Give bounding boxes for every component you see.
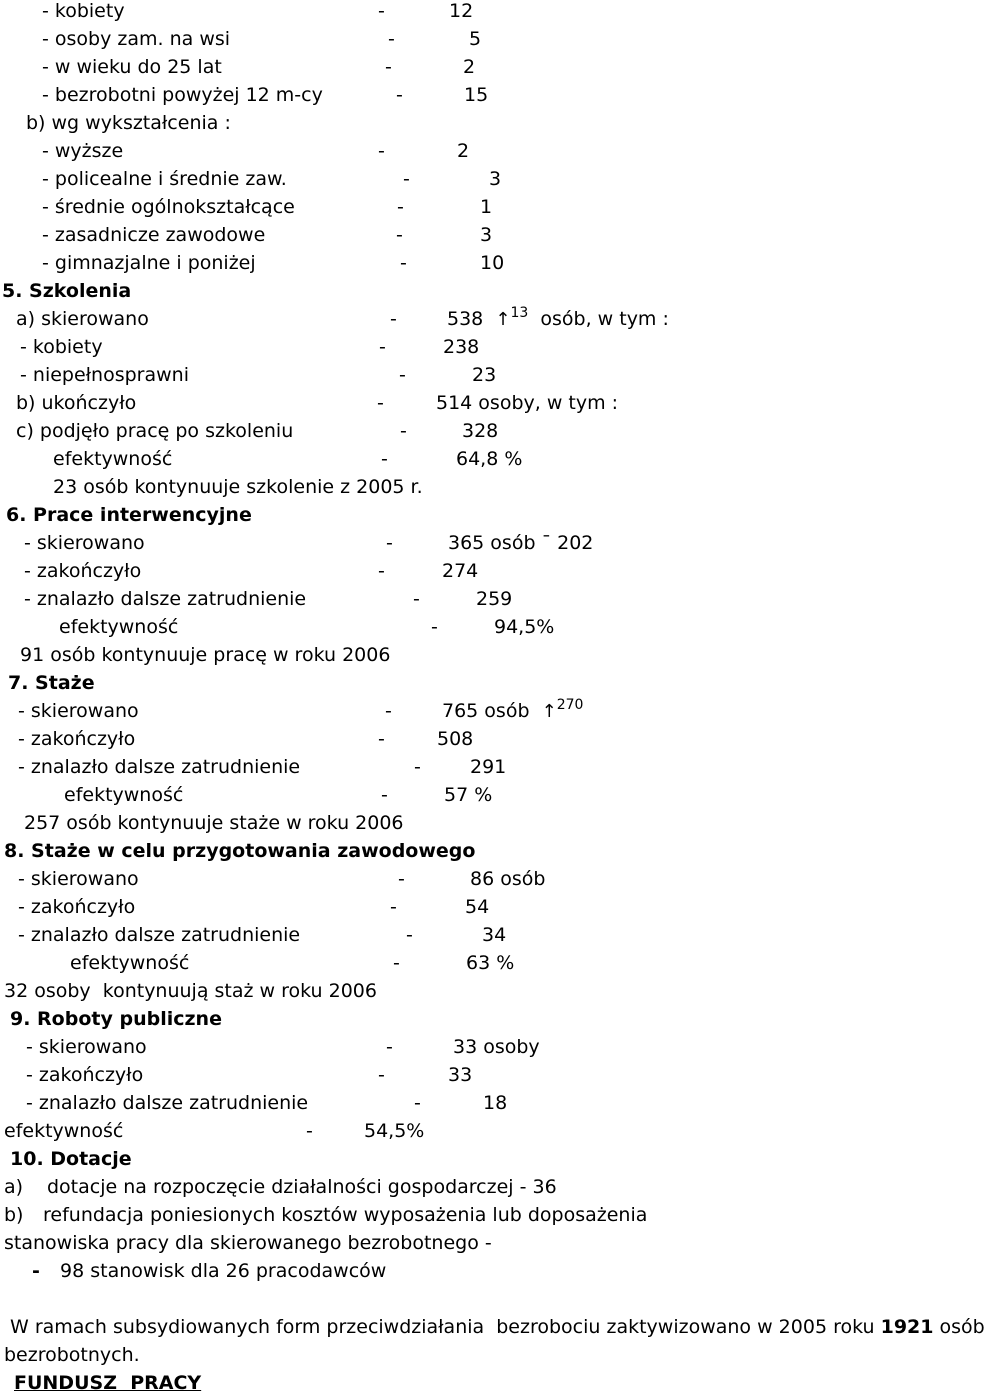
row-dash: - [386, 1036, 393, 1058]
row-label: - skierowano [18, 868, 139, 890]
row-dash: - [413, 588, 420, 610]
note: 23 osób kontynuuje szkolenie z 2005 r. [53, 476, 423, 498]
row-value: 274 [442, 560, 479, 582]
note: 32 osoby kontynuują staż w roku 2006 [4, 980, 377, 1002]
summary-paragraph [10, 1316, 985, 1338]
row-value: 5 [469, 28, 482, 50]
row-dash: - [390, 308, 397, 330]
row-label: - skierowano [18, 700, 139, 722]
summary-number: 1921 [880, 1316, 934, 1338]
row-value: 33 osoby [453, 1036, 540, 1058]
row-value: 259 [476, 588, 513, 610]
note: 257 osób kontynuuje staże w roku 2006 [24, 812, 404, 834]
summary-text-end: osób [933, 1316, 985, 1338]
list-marker: b) [4, 1204, 24, 1226]
row-extra: 202 [557, 532, 594, 554]
row-dash: - [379, 336, 386, 358]
row-dash: - [403, 168, 410, 190]
section-heading: b) wg wykształcenia : [26, 112, 231, 134]
row-dash: - [385, 56, 392, 78]
row-value: 18 [483, 1092, 508, 1114]
row-value: 15 [464, 84, 489, 106]
row-value: 1 [480, 196, 493, 218]
row-label: - niepełnosprawni [20, 364, 189, 386]
row-dash: - [398, 868, 405, 890]
row-dash: - [381, 448, 388, 470]
row-value: 2 [463, 56, 476, 78]
row-label: efektywność [53, 448, 173, 470]
row-dash: - [385, 700, 392, 722]
row-after: osób, w tym : [540, 308, 669, 330]
superscript: 270 [556, 697, 584, 713]
row-label: - zakończyło [18, 728, 136, 750]
row-value: 33 [448, 1064, 473, 1086]
row-label: - kobiety [20, 336, 103, 358]
summary-paragraph-continued: bezrobotnych. [4, 1344, 140, 1366]
section-heading: 9. Roboty publiczne [10, 1008, 222, 1030]
row-value-group [448, 532, 593, 554]
row-dash: - [377, 392, 384, 414]
row-label: - zakończyło [18, 896, 136, 918]
row-label: - wyższe [42, 140, 124, 162]
row-dash: - [306, 1120, 313, 1142]
row-dash: - [397, 196, 404, 218]
section-heading: 8. Staże w celu przygotowania zawodowego [4, 840, 476, 862]
list-text: refundacja poniesionych kosztów wyposażenia lub doposażenia [43, 1204, 648, 1226]
row-label: - w wieku do 25 lat [42, 56, 222, 78]
row-label: - średnie ogólnokształcące [42, 196, 295, 218]
row-label: - bezrobotni powyżej 12 m-cy [42, 84, 323, 106]
row-dash: - [378, 560, 385, 582]
row-value: 54 [465, 896, 490, 918]
row-value: 10 [480, 252, 505, 274]
row-value: 63 % [466, 952, 515, 974]
row-label: - znalazło dalsze zatrudnienie [26, 1092, 309, 1114]
row-value: 508 [437, 728, 474, 750]
list-marker: - [32, 1260, 40, 1282]
row-label: - znalazło dalsze zatrudnienie [18, 756, 301, 778]
section-heading: 5. Szkolenia [2, 280, 132, 302]
row-dash: - [399, 364, 406, 386]
row-label: - skierowano [26, 1036, 147, 1058]
row-label: efektywność [59, 616, 179, 638]
arrow-up-icon: ↑ [541, 701, 557, 722]
section-heading: 7. Staże [8, 672, 95, 694]
row-dash: - [431, 616, 438, 638]
row-value: 328 [462, 420, 499, 442]
row-label: b) ukończyło [16, 392, 137, 414]
row-value: 365 osób [448, 532, 536, 554]
row-label: efektywność [70, 952, 190, 974]
footer-heading: FUNDUSZ PRACY [14, 1372, 202, 1394]
row-label: - gimnazjalne i poniżej [42, 252, 256, 274]
row-label: - zakończyło [24, 560, 142, 582]
row-label: - znalazło dalsze zatrudnienie [24, 588, 307, 610]
row-dash: - [378, 0, 385, 22]
row-dash: - [406, 924, 413, 946]
row-dash: - [400, 252, 407, 274]
row-value-group [447, 305, 669, 332]
row-label: efektywność [64, 784, 184, 806]
row-value: 94,5% [494, 616, 555, 638]
row-label: - policealne i średnie zaw. [42, 168, 287, 190]
section-heading: 10. Dotacje [10, 1148, 132, 1170]
list-text: 98 stanowisk dla 26 pracodawców [60, 1260, 387, 1282]
row-dash: - [386, 532, 393, 554]
row-label: - zasadnicze zawodowe [42, 224, 266, 246]
row-dash: - [414, 1092, 421, 1114]
row-value: 86 osób [470, 868, 546, 890]
note: 91 osób kontynuuje pracę w roku 2006 [20, 644, 391, 666]
row-dash: - [388, 28, 395, 50]
section-heading: 6. Prace interwencyjne [6, 504, 252, 526]
row-value: 514 osoby, w tym : [436, 392, 619, 414]
row-value: 291 [470, 756, 507, 778]
row-value: 765 osób [442, 700, 530, 722]
row-dash: - [400, 420, 407, 442]
row-label: - zakończyło [26, 1064, 144, 1086]
list-marker: a) [4, 1176, 24, 1198]
superscript: 13 [510, 305, 529, 321]
row-label: - osoby zam. na wsi [42, 28, 231, 50]
row-label: a) skierowano [16, 308, 149, 330]
row-label: efektywność [4, 1120, 124, 1142]
row-value: 57 % [444, 784, 493, 806]
row-value: 12 [449, 0, 474, 22]
row-dash: - [381, 784, 388, 806]
row-label: - kobiety [42, 0, 125, 22]
row-value: 64,8 % [456, 448, 523, 470]
row-dash: - [390, 896, 397, 918]
row-dash: - [378, 728, 385, 750]
row-label: c) podjęło pracę po szkoleniu [16, 420, 294, 442]
row-value: 23 [472, 364, 497, 386]
row-dash: - [396, 224, 403, 246]
row-value-group [442, 697, 584, 724]
row-dash: - [396, 84, 403, 106]
row-value: 3 [489, 168, 502, 190]
list-text-continued: stanowiska pracy dla skierowanego bezrobotnego - [4, 1232, 492, 1254]
row-value: 238 [443, 336, 480, 358]
row-value: 34 [482, 924, 507, 946]
row-value: 54,5% [364, 1120, 425, 1142]
overline-mark: ¯ [541, 532, 552, 554]
row-label: - znalazło dalsze zatrudnienie [18, 924, 301, 946]
row-value: 538 [447, 308, 484, 330]
row-value: 2 [457, 140, 470, 162]
arrow-up-icon: ↑ [495, 309, 511, 330]
row-dash: - [393, 952, 400, 974]
list-text: dotacje na rozpoczęcie działalności gospodarczej - 36 [47, 1176, 557, 1198]
row-value: 3 [480, 224, 493, 246]
summary-text: W ramach subsydiowanych form przeciwdziałania bezrobociu zaktywizowano w 2005 roku [10, 1316, 881, 1338]
row-dash: - [378, 140, 385, 162]
row-label: - skierowano [24, 532, 145, 554]
row-dash: - [378, 1064, 385, 1086]
row-dash: - [414, 756, 421, 778]
